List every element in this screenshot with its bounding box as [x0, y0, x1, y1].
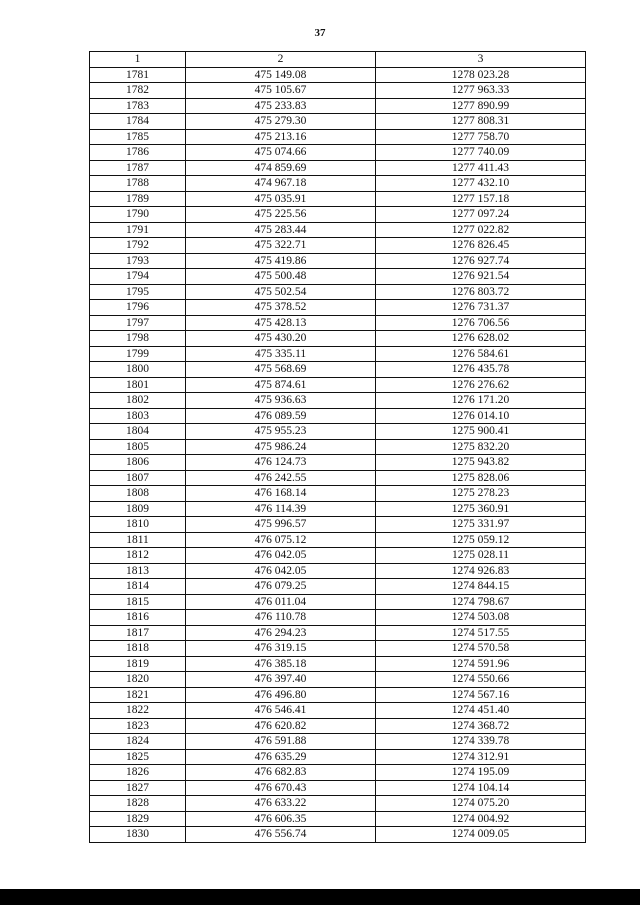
point-number-cell: 1783 [90, 98, 186, 114]
table-row [90, 269, 586, 285]
x-coordinate-cell: 476 075.12 [186, 532, 376, 548]
table-row [90, 176, 586, 192]
table-row [90, 548, 586, 564]
y-coordinate-cell: 1277 432.10 [376, 176, 586, 192]
point-number-cell: 1802 [90, 393, 186, 409]
x-coordinate-cell: 476 319.15 [186, 641, 376, 657]
table-row [90, 594, 586, 610]
y-coordinate-cell: 1275 832.20 [376, 439, 586, 455]
x-coordinate-cell: 475 035.91 [186, 191, 376, 207]
y-coordinate-cell: 1274 368.72 [376, 718, 586, 734]
table-row [90, 145, 586, 161]
x-coordinate-cell: 475 105.67 [186, 83, 376, 99]
x-coordinate-cell: 475 986.24 [186, 439, 376, 455]
table-row [90, 734, 586, 750]
point-number-cell: 1817 [90, 625, 186, 641]
y-coordinate-cell: 1275 059.12 [376, 532, 586, 548]
y-coordinate-cell: 1274 550.66 [376, 672, 586, 688]
y-coordinate-cell: 1274 844.15 [376, 579, 586, 595]
y-coordinate-cell: 1275 278.23 [376, 486, 586, 502]
table-row [90, 579, 586, 595]
table-row [90, 563, 586, 579]
point-number-cell: 1791 [90, 222, 186, 238]
table-row [90, 780, 586, 796]
table-row [90, 331, 586, 347]
point-number-cell: 1818 [90, 641, 186, 657]
y-coordinate-cell: 1276 921.54 [376, 269, 586, 285]
table-row [90, 284, 586, 300]
x-coordinate-cell: 476 635.29 [186, 749, 376, 765]
y-coordinate-cell: 1275 828.06 [376, 470, 586, 486]
y-coordinate-cell: 1277 740.09 [376, 145, 586, 161]
x-coordinate-cell: 475 502.54 [186, 284, 376, 300]
table-row [90, 222, 586, 238]
x-coordinate-cell: 476 079.25 [186, 579, 376, 595]
x-coordinate-cell: 476 042.05 [186, 563, 376, 579]
y-coordinate-cell: 1274 004.92 [376, 811, 586, 827]
table-header-row [90, 52, 586, 68]
table-row [90, 455, 586, 471]
y-coordinate-cell: 1275 943.82 [376, 455, 586, 471]
y-coordinate-cell: 1276 826.45 [376, 238, 586, 254]
y-coordinate-cell: 1277 157.18 [376, 191, 586, 207]
table-row [90, 114, 586, 130]
table-row [90, 238, 586, 254]
y-coordinate-cell: 1276 731.37 [376, 300, 586, 316]
point-number-cell: 1800 [90, 362, 186, 378]
x-coordinate-cell: 475 568.69 [186, 362, 376, 378]
y-coordinate-cell: 1276 803.72 [376, 284, 586, 300]
point-number-cell: 1810 [90, 517, 186, 533]
table-row [90, 253, 586, 269]
y-coordinate-cell: 1274 104.14 [376, 780, 586, 796]
y-coordinate-cell: 1276 014.10 [376, 408, 586, 424]
y-coordinate-cell: 1274 339.78 [376, 734, 586, 750]
x-coordinate-cell: 476 546.41 [186, 703, 376, 719]
x-coordinate-cell: 476 124.73 [186, 455, 376, 471]
x-coordinate-cell: 476 397.40 [186, 672, 376, 688]
y-coordinate-cell: 1277 963.33 [376, 83, 586, 99]
point-number-cell: 1808 [90, 486, 186, 502]
point-number-cell: 1803 [90, 408, 186, 424]
point-number-cell: 1805 [90, 439, 186, 455]
point-number-cell: 1807 [90, 470, 186, 486]
point-number-cell: 1820 [90, 672, 186, 688]
point-number-cell: 1826 [90, 765, 186, 781]
y-coordinate-cell: 1274 503.08 [376, 610, 586, 626]
point-number-cell: 1809 [90, 501, 186, 517]
x-coordinate-cell: 475 955.23 [186, 424, 376, 440]
table-body [90, 67, 586, 842]
x-coordinate-cell: 475 279.30 [186, 114, 376, 130]
y-coordinate-cell: 1277 097.24 [376, 207, 586, 223]
y-coordinate-cell: 1277 808.31 [376, 114, 586, 130]
table-row [90, 439, 586, 455]
x-coordinate-cell: 474 859.69 [186, 160, 376, 176]
x-coordinate-cell: 476 620.82 [186, 718, 376, 734]
y-coordinate-cell: 1274 517.55 [376, 625, 586, 641]
x-coordinate-cell: 475 874.61 [186, 377, 376, 393]
x-coordinate-cell: 475 322.71 [186, 238, 376, 254]
x-coordinate-cell: 475 283.44 [186, 222, 376, 238]
y-coordinate-cell: 1275 331.97 [376, 517, 586, 533]
y-coordinate-cell: 1276 706.56 [376, 315, 586, 331]
y-coordinate-cell: 1275 900.41 [376, 424, 586, 440]
point-number-cell: 1784 [90, 114, 186, 130]
point-number-cell: 1806 [90, 455, 186, 471]
point-number-cell: 1825 [90, 749, 186, 765]
y-coordinate-cell: 1274 798.67 [376, 594, 586, 610]
y-coordinate-cell: 1277 890.99 [376, 98, 586, 114]
y-coordinate-cell: 1278 023.28 [376, 67, 586, 83]
table-row [90, 67, 586, 83]
point-number-cell: 1796 [90, 300, 186, 316]
table-row [90, 470, 586, 486]
x-coordinate-cell: 476 011.04 [186, 594, 376, 610]
point-number-cell: 1797 [90, 315, 186, 331]
table-row [90, 501, 586, 517]
point-number-cell: 1795 [90, 284, 186, 300]
point-number-cell: 1830 [90, 827, 186, 843]
x-coordinate-cell: 475 233.83 [186, 98, 376, 114]
table-row [90, 610, 586, 626]
table-row [90, 129, 586, 145]
point-number-cell: 1814 [90, 579, 186, 595]
table-row [90, 83, 586, 99]
x-coordinate-cell: 474 967.18 [186, 176, 376, 192]
scan-bottom-edge [0, 889, 640, 905]
y-coordinate-cell: 1277 758.70 [376, 129, 586, 145]
table-row [90, 315, 586, 331]
table-row [90, 718, 586, 734]
table-row [90, 656, 586, 672]
table-row [90, 749, 586, 765]
table-row [90, 98, 586, 114]
point-number-cell: 1801 [90, 377, 186, 393]
point-number-cell: 1790 [90, 207, 186, 223]
x-coordinate-cell: 476 168.14 [186, 486, 376, 502]
table-row [90, 796, 586, 812]
page-number: 37 [314, 27, 326, 39]
x-coordinate-cell: 476 242.55 [186, 470, 376, 486]
table-row [90, 765, 586, 781]
table-row [90, 532, 586, 548]
y-coordinate-cell: 1276 435.78 [376, 362, 586, 378]
table-row [90, 486, 586, 502]
y-coordinate-cell: 1274 570.58 [376, 641, 586, 657]
table-row [90, 641, 586, 657]
y-coordinate-cell: 1274 312.91 [376, 749, 586, 765]
x-coordinate-cell: 476 606.35 [186, 811, 376, 827]
x-coordinate-cell: 475 074.66 [186, 145, 376, 161]
x-coordinate-cell: 476 294.23 [186, 625, 376, 641]
point-number-cell: 1828 [90, 796, 186, 812]
x-coordinate-cell: 476 591.88 [186, 734, 376, 750]
point-number-cell: 1788 [90, 176, 186, 192]
point-number-cell: 1813 [90, 563, 186, 579]
x-coordinate-cell: 475 500.48 [186, 269, 376, 285]
table-row [90, 687, 586, 703]
table-row [90, 408, 586, 424]
x-coordinate-cell: 476 042.05 [186, 548, 376, 564]
table-row [90, 517, 586, 533]
y-coordinate-cell: 1274 591.96 [376, 656, 586, 672]
table-row [90, 191, 586, 207]
point-number-cell: 1792 [90, 238, 186, 254]
y-coordinate-cell: 1274 451.40 [376, 703, 586, 719]
point-number-cell: 1821 [90, 687, 186, 703]
point-number-cell: 1787 [90, 160, 186, 176]
point-number-cell: 1812 [90, 548, 186, 564]
table-row [90, 424, 586, 440]
y-coordinate-cell: 1274 009.05 [376, 827, 586, 843]
table-row [90, 811, 586, 827]
x-coordinate-cell: 475 419.86 [186, 253, 376, 269]
x-coordinate-cell: 476 496.80 [186, 687, 376, 703]
point-number-cell: 1827 [90, 780, 186, 796]
table-row [90, 672, 586, 688]
table-row [90, 207, 586, 223]
x-coordinate-cell: 475 149.08 [186, 67, 376, 83]
x-coordinate-cell: 476 670.43 [186, 780, 376, 796]
y-coordinate-cell: 1276 171.20 [376, 393, 586, 409]
table-row [90, 346, 586, 362]
y-coordinate-cell: 1274 926.83 [376, 563, 586, 579]
x-coordinate-cell: 475 428.13 [186, 315, 376, 331]
point-number-cell: 1794 [90, 269, 186, 285]
point-number-cell: 1793 [90, 253, 186, 269]
x-coordinate-cell: 476 114.39 [186, 501, 376, 517]
column-header-point-number: 1 [90, 52, 186, 68]
table-row [90, 393, 586, 409]
point-number-cell: 1823 [90, 718, 186, 734]
y-coordinate-cell: 1274 075.20 [376, 796, 586, 812]
y-coordinate-cell: 1274 195.09 [376, 765, 586, 781]
column-header-x: 2 [186, 52, 376, 68]
point-number-cell: 1782 [90, 83, 186, 99]
point-number-cell: 1815 [90, 594, 186, 610]
table-row [90, 625, 586, 641]
y-coordinate-cell: 1277 022.82 [376, 222, 586, 238]
y-coordinate-cell: 1276 276.62 [376, 377, 586, 393]
x-coordinate-cell: 475 936.63 [186, 393, 376, 409]
y-coordinate-cell: 1276 628.02 [376, 331, 586, 347]
table-row [90, 827, 586, 843]
point-number-cell: 1785 [90, 129, 186, 145]
x-coordinate-cell: 476 633.22 [186, 796, 376, 812]
point-number-cell: 1816 [90, 610, 186, 626]
point-number-cell: 1798 [90, 331, 186, 347]
point-number-cell: 1804 [90, 424, 186, 440]
table-row [90, 362, 586, 378]
point-number-cell: 1799 [90, 346, 186, 362]
x-coordinate-cell: 475 430.20 [186, 331, 376, 347]
y-coordinate-cell: 1275 028.11 [376, 548, 586, 564]
x-coordinate-cell: 475 335.11 [186, 346, 376, 362]
x-coordinate-cell: 476 556.74 [186, 827, 376, 843]
table-row [90, 300, 586, 316]
x-coordinate-cell: 476 682.83 [186, 765, 376, 781]
point-number-cell: 1824 [90, 734, 186, 750]
point-number-cell: 1789 [90, 191, 186, 207]
x-coordinate-cell: 475 213.16 [186, 129, 376, 145]
table-row [90, 160, 586, 176]
point-number-cell: 1811 [90, 532, 186, 548]
point-number-cell: 1819 [90, 656, 186, 672]
x-coordinate-cell: 475 996.57 [186, 517, 376, 533]
x-coordinate-cell: 476 089.59 [186, 408, 376, 424]
point-number-cell: 1829 [90, 811, 186, 827]
coordinates-table [89, 51, 586, 843]
y-coordinate-cell: 1274 567.16 [376, 687, 586, 703]
table-row [90, 703, 586, 719]
point-number-cell: 1822 [90, 703, 186, 719]
y-coordinate-cell: 1275 360.91 [376, 501, 586, 517]
y-coordinate-cell: 1277 411.43 [376, 160, 586, 176]
y-coordinate-cell: 1276 927.74 [376, 253, 586, 269]
point-number-cell: 1781 [90, 67, 186, 83]
x-coordinate-cell: 476 385.18 [186, 656, 376, 672]
column-header-y: 3 [376, 52, 586, 68]
x-coordinate-cell: 475 378.52 [186, 300, 376, 316]
table-row [90, 377, 586, 393]
x-coordinate-cell: 475 225.56 [186, 207, 376, 223]
x-coordinate-cell: 476 110.78 [186, 610, 376, 626]
point-number-cell: 1786 [90, 145, 186, 161]
y-coordinate-cell: 1276 584.61 [376, 346, 586, 362]
